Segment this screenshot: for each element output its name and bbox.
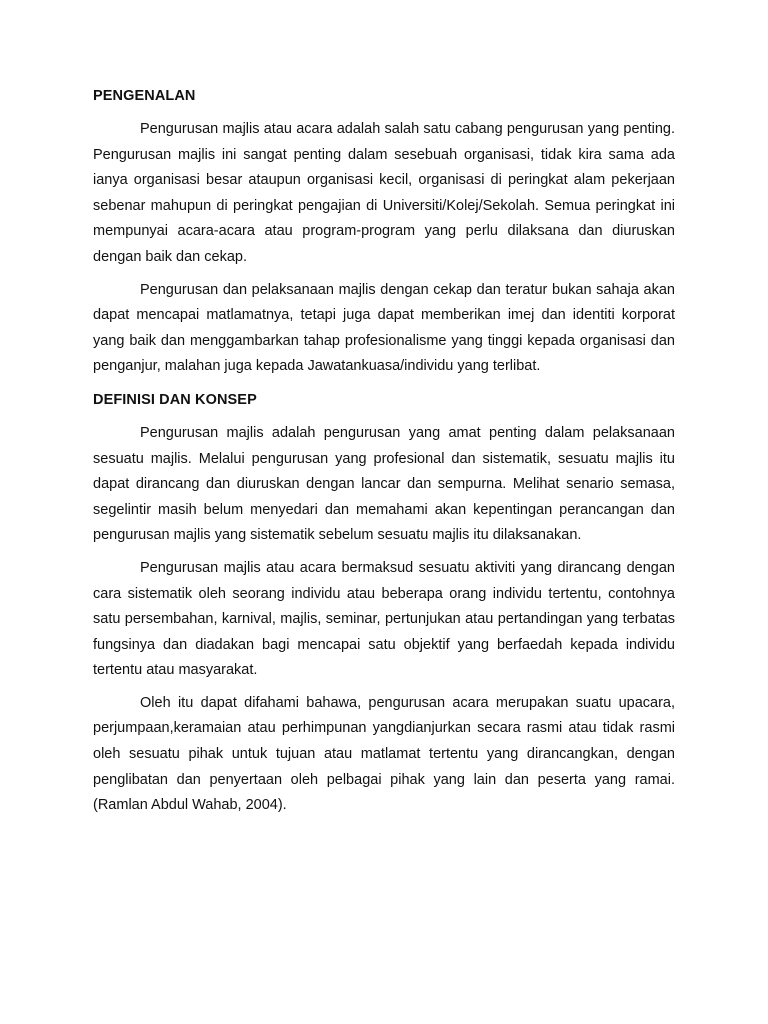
section-heading: DEFINISI DAN KONSEP [93, 391, 257, 408]
section-heading: PENGENALAN [93, 88, 196, 104]
paragraph: Pengurusan majlis atau acara bermaksud sesuatu aktiviti yang dirancang dengan cara sistematik oleh seorang individu atau beberapa orang individu tertentu, contohnya satu persembahan, karnival, majlis, seminar, pertunjukan atau pertandingan yang terbatas fungsinya dan diadakan bagi mencapai satu objektif yang berfaedah kepada individu tertentu atau masyarakat. [93, 559, 675, 679]
paragraph: Pengurusan majlis adalah pengurusan yang amat penting dalam pelaksanaan sesuatu majlis. Melalui pengurusan yang profesional dan sistematik, sesuatu majlis itu dapat dirancang dan diuruskan dengan lancar dan sempurna. Melihat senario semasa, segelintir masih belum menyedari dan memahami akan kepentingan perancangan dan pengurusan majlis yang sistematik sebelum sesuatu majlis itu dilaksanakan. [93, 424, 675, 544]
paragraph: Pengurusan majlis atau acara adalah salah satu cabang pengurusan yang penting. Pengurusan majlis ini sangat penting dalam sesebuah organisasi, tidak kira sama ada ianya organisasi besar ataupun organisasi kecil, organisasi di peringkat alam pekerjaan sebenar mahupun di peringkat pengajian di Universiti/Kolej/Sekolah. Semua peringkat ini mempunyai acara-acara atau program-program yang perlu dilaksana dan diuruskan dengan baik dan cekap. [93, 121, 675, 265]
paragraph: Pengurusan dan pelaksanaan majlis dengan cekap dan teratur bukan sahaja akan dapat mencapai matlamatnya, tetapi juga dapat memberikan imej dan identiti korporat yang baik dan menggambarkan tahap profesionalisme yang tinggi kepada organisasi dan penganjur, malahan juga kepada Jawatankuasa/individu yang terlibat. [93, 281, 675, 375]
document-page [93, 86, 675, 826]
section-definisi-dan-konsep [93, 390, 675, 819]
section-pengenalan [93, 86, 675, 380]
paragraph: Oleh itu dapat difahami bahawa, pengurusan acara merupakan suatu upacara, perjumpaan,keramaian atau perhimpunan yangdianjurkan secara rasmi atau tidak rasmi oleh sesuatu pihak untuk tujuan atau matlamat tertentu yang dirancangkan, dengan penglibatan dan penyertaan oleh pelbagai pihak yang lain dan peserta yang ramai. (Ramlan Abdul Wahab, 2004). [93, 694, 675, 814]
